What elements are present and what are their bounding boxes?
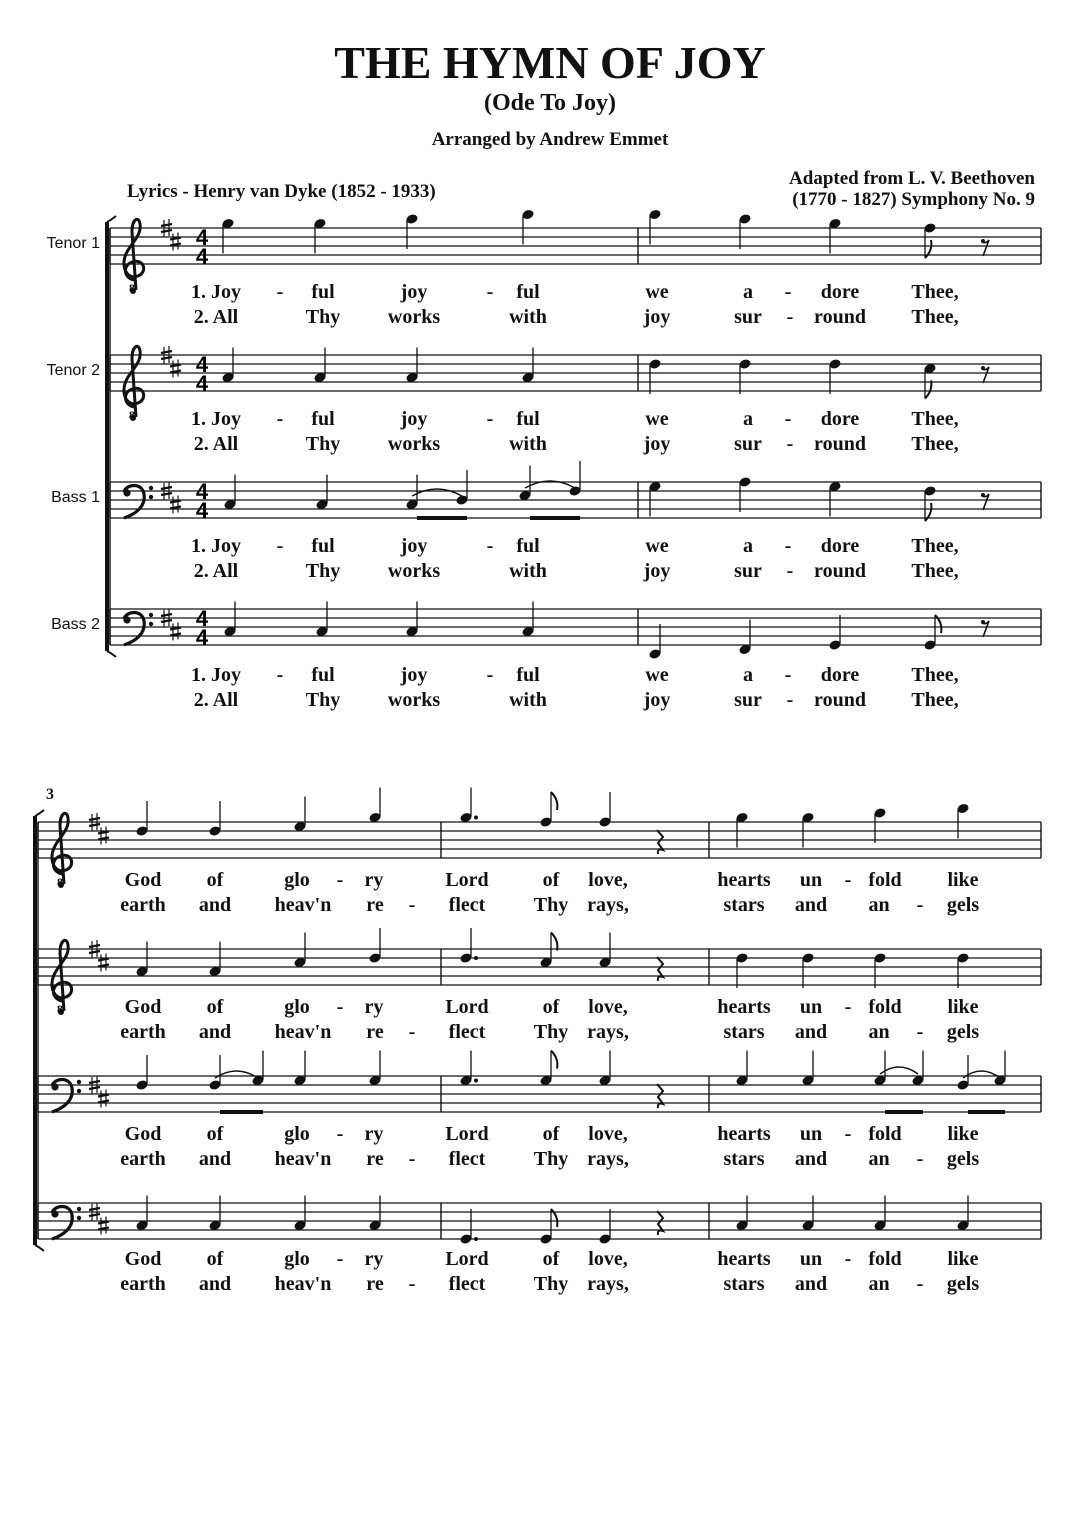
note-flag (551, 933, 557, 951)
lyric-syllable: - (844, 869, 852, 891)
lyric-syllable: re (366, 894, 384, 916)
lyric-syllable: works (387, 433, 441, 455)
lyric-syllable: - (844, 996, 852, 1018)
quarter-rest-icon (657, 1084, 663, 1108)
lyric-syllable: fold (868, 1123, 902, 1145)
lyric-syllable: ful (311, 535, 335, 557)
arranger-credit: Arranged by Andrew Emmet (431, 129, 669, 150)
lyric-syllable: fold (868, 869, 902, 891)
lyric-syllable: - (276, 535, 284, 557)
lyric-syllable: - (408, 894, 416, 916)
lyric-syllable: gels (946, 1021, 980, 1043)
sharp-icon (89, 951, 100, 953)
sharp-icon (161, 351, 172, 353)
bass-clef-icon (123, 489, 130, 496)
lyric-syllable: - (786, 433, 794, 455)
sharp-icon (98, 832, 109, 834)
lyric-syllable: of (206, 1123, 224, 1145)
lyric-syllable: we (645, 408, 669, 430)
quarter-rest-icon (657, 1211, 663, 1235)
lyric-syllable: sur (734, 560, 762, 582)
eighth-rest-icon (981, 239, 985, 243)
lyric-syllable: a (743, 408, 753, 430)
lyric-syllable: rays, (587, 1021, 629, 1043)
lyric-syllable: heav'n (274, 1148, 332, 1170)
lyric-syllable: Thy (305, 560, 341, 582)
lyric-syllable: earth (120, 1021, 166, 1043)
lyric-syllable: Thy (533, 1021, 569, 1043)
lyric-syllable: earth (120, 1148, 166, 1170)
lyric-syllable: Thy (305, 433, 341, 455)
lyric-syllable: of (206, 1248, 224, 1270)
sharp-icon (170, 501, 181, 503)
eighth-rest-icon (981, 366, 985, 370)
bass-clef-icon (51, 1210, 58, 1217)
lyric-syllable: joy (400, 664, 428, 686)
lyric-syllable: hearts (717, 1123, 771, 1145)
lyric-syllable: like (947, 1123, 979, 1145)
lyric-syllable: dore (820, 408, 860, 430)
lyric-syllable: like (947, 996, 979, 1018)
sharp-icon (170, 628, 181, 630)
slur (880, 1067, 918, 1074)
bass-clef-icon (77, 1089, 81, 1093)
lyric-syllable: - (276, 408, 284, 430)
lyric-syllable: - (784, 664, 792, 686)
lyric-syllable: stars (723, 894, 765, 916)
sharp-icon (89, 945, 100, 947)
part-label-tenor1: Tenor 1 (46, 235, 100, 252)
lyric-syllable: round (814, 433, 866, 455)
lyric-syllable: Thee, (911, 433, 959, 455)
lyric-syllable: like (947, 1248, 979, 1270)
part-label-bass2: Bass 2 (51, 616, 100, 633)
lyric-syllable: like (947, 869, 979, 891)
lyric-syllable: of (542, 1248, 560, 1270)
lyric-syllable: Thee, (911, 408, 959, 430)
lyric-syllable: - (786, 306, 794, 328)
lyric-syllable: flect (448, 1148, 486, 1170)
lyric-syllable: - (408, 1273, 416, 1295)
lyric-syllable: love, (588, 1123, 628, 1145)
sharp-icon (170, 507, 181, 509)
lyric-syllable: love, (588, 869, 628, 891)
bass-clef-icon (149, 495, 153, 499)
time-signature-icon: 4 (195, 244, 209, 269)
lyric-syllable: round (814, 560, 866, 582)
lyric-syllable: of (206, 869, 224, 891)
composer-credit: Adapted from L. V. Beethoven (789, 168, 1035, 189)
lyric-syllable: gels (946, 894, 980, 916)
lyric-syllable: 2. All (193, 306, 239, 328)
sharp-icon (98, 1228, 109, 1230)
lyric-syllable: - (916, 1273, 924, 1295)
lyric-syllable: glo (284, 869, 310, 891)
lyric-syllable: flect (448, 894, 486, 916)
sharp-icon (89, 824, 100, 826)
lyric-syllable: ry (364, 1248, 384, 1270)
lyric-syllable: stars (723, 1273, 765, 1295)
note-flag (551, 792, 557, 810)
lyric-syllable: - (784, 535, 792, 557)
lyric-syllable: and (198, 1148, 232, 1170)
lyric-syllable: Thy (533, 1273, 569, 1295)
sharp-icon (98, 1222, 109, 1224)
sharp-icon (170, 371, 181, 373)
lyric-syllable: heav'n (274, 894, 332, 916)
lyric-syllable: we (645, 281, 669, 303)
lyric-syllable: joy (400, 535, 428, 557)
time-signature-icon: 4 (195, 371, 209, 396)
lyric-syllable: an (868, 1273, 890, 1295)
lyric-syllable: hearts (717, 996, 771, 1018)
lyric-syllable: glo (284, 1123, 310, 1145)
lyric-syllable: stars (723, 1148, 765, 1170)
lyric-syllable: - (916, 1021, 924, 1043)
lyric-syllable: of (206, 996, 224, 1018)
lyric-syllable: a (743, 281, 753, 303)
time-signature-icon: 4 (195, 606, 209, 631)
lyric-syllable: Lord (445, 996, 489, 1018)
time-signature-icon: 4 (195, 498, 209, 523)
lyric-syllable: of (542, 869, 560, 891)
lyric-syllable: - (486, 535, 494, 557)
lyric-syllable: - (486, 281, 494, 303)
bass-clef-icon (77, 1207, 81, 1211)
system-bracket (107, 216, 116, 222)
lyric-syllable: - (784, 281, 792, 303)
lyric-syllable: - (844, 1123, 852, 1145)
lyric-syllable: Thy (533, 1148, 569, 1170)
lyric-syllable: 1. Joy (191, 408, 241, 430)
eighth-rest-icon (981, 493, 985, 497)
lyric-syllable: we (645, 535, 669, 557)
lyric-syllable: Thy (305, 306, 341, 328)
sharp-icon (89, 1208, 100, 1210)
sharp-icon (170, 634, 181, 636)
part-label-bass1: Bass 1 (51, 489, 100, 506)
lyric-syllable: - (276, 664, 284, 686)
lyric-syllable: joy (400, 281, 428, 303)
sharp-icon (89, 1087, 100, 1089)
lyric-syllable: joy (643, 689, 671, 711)
sharp-icon (161, 493, 172, 495)
lyric-syllable: we (645, 664, 669, 686)
lyric-syllable: with (509, 306, 547, 328)
sharp-icon (98, 959, 109, 961)
sharp-icon (161, 230, 172, 232)
lyric-syllable: ful (516, 408, 540, 430)
lyric-syllable: joy (643, 560, 671, 582)
lyric-syllable: re (366, 1273, 384, 1295)
sharp-icon (170, 244, 181, 246)
lyric-syllable: 1. Joy (191, 535, 241, 557)
lyric-syllable: an (868, 894, 890, 916)
lyric-syllable: an (868, 1021, 890, 1043)
lyric-syllable: a (743, 664, 753, 686)
lyric-syllable: and (794, 1148, 828, 1170)
lyric-syllable: ry (364, 996, 384, 1018)
composer-dates: (1770 - 1827) Symphony No. 9 (792, 189, 1035, 210)
lyric-syllable: un (799, 869, 823, 891)
lyric-syllable: ful (311, 281, 335, 303)
lyric-syllable: ful (516, 535, 540, 557)
lyric-syllable: works (387, 689, 441, 711)
lyric-syllable: flect (448, 1273, 486, 1295)
sharp-icon (98, 838, 109, 840)
lyric-syllable: - (276, 281, 284, 303)
lyric-syllable: God (124, 1123, 162, 1145)
bass-clef-icon (77, 1216, 81, 1220)
lyric-syllable: and (198, 894, 232, 916)
lyric-syllable: - (486, 664, 494, 686)
lyric-syllable: earth (120, 1273, 166, 1295)
lyric-syllable: Thee, (911, 560, 959, 582)
lyric-syllable: stars (723, 1021, 765, 1043)
lyric-syllable: re (366, 1021, 384, 1043)
sharp-icon (170, 238, 181, 240)
lyric-syllable: - (916, 1148, 924, 1170)
lyric-syllable: heav'n (274, 1021, 332, 1043)
lyric-syllable: dore (820, 664, 860, 686)
sharp-icon (161, 224, 172, 226)
lyric-syllable: joy (643, 306, 671, 328)
sharp-icon (98, 1095, 109, 1097)
lyric-syllable: un (799, 1123, 823, 1145)
lyric-syllable: rays, (587, 894, 629, 916)
lyric-syllable: Lord (445, 1248, 489, 1270)
sharp-icon (98, 1101, 109, 1103)
lyric-syllable: 1. Joy (191, 664, 241, 686)
lyric-syllable: - (786, 560, 794, 582)
time-signature-icon: 4 (195, 625, 209, 650)
system-bracket (35, 810, 44, 816)
sharp-icon (161, 487, 172, 489)
lyric-syllable: an (868, 1148, 890, 1170)
system-bracket (35, 1245, 44, 1251)
lyric-syllable: - (486, 408, 494, 430)
lyric-syllable: 2. All (193, 560, 239, 582)
lyric-syllable: ry (364, 1123, 384, 1145)
lyric-syllable: with (509, 433, 547, 455)
lyric-syllable: fold (868, 996, 902, 1018)
part-label-tenor2: Tenor 2 (46, 362, 100, 379)
lyric-syllable: Thee, (911, 306, 959, 328)
bass-clef-icon (51, 1083, 58, 1090)
bass-clef-icon (149, 613, 153, 617)
lyric-syllable: - (786, 689, 794, 711)
lyric-syllable: re (366, 1148, 384, 1170)
lyric-syllable: - (336, 869, 344, 891)
lyric-syllable: Lord (445, 869, 489, 891)
lyric-syllable: ful (516, 664, 540, 686)
lyric-syllable: glo (284, 1248, 310, 1270)
octave-eight-icon: 8 (129, 281, 135, 295)
lyricist-credit: Lyrics - Henry van Dyke (1852 - 1933) (127, 181, 436, 202)
lyric-syllable: and (198, 1021, 232, 1043)
lyric-syllable: un (799, 996, 823, 1018)
note-flag (551, 1051, 557, 1069)
slur (215, 1071, 258, 1078)
lyric-syllable: ful (516, 281, 540, 303)
lyric-syllable: of (542, 1123, 560, 1145)
lyric-syllable: with (509, 560, 547, 582)
sharp-icon (170, 365, 181, 367)
lyric-syllable: ry (364, 869, 384, 891)
note-flag (925, 381, 931, 399)
lyric-syllable: and (794, 894, 828, 916)
lyric-syllable: round (814, 306, 866, 328)
lyric-syllable: - (784, 408, 792, 430)
lyric-syllable: rays, (587, 1273, 629, 1295)
lyric-syllable: works (387, 560, 441, 582)
system-bracket (107, 651, 116, 657)
lyric-syllable: ful (311, 664, 335, 686)
eighth-rest-icon (981, 620, 985, 624)
bass-clef-icon (149, 486, 153, 490)
page-title: THE HYMN OF JOY (334, 37, 766, 88)
lyric-syllable: - (336, 1123, 344, 1145)
sharp-icon (161, 620, 172, 622)
lyric-syllable: rays, (587, 1148, 629, 1170)
lyric-syllable: Thee, (911, 281, 959, 303)
lyric-syllable: hearts (717, 869, 771, 891)
lyric-syllable: Thy (533, 894, 569, 916)
lyric-syllable: - (916, 894, 924, 916)
lyric-syllable: and (794, 1021, 828, 1043)
lyric-syllable: sur (734, 306, 762, 328)
lyric-syllable: sur (734, 689, 762, 711)
lyric-syllable: heav'n (274, 1273, 332, 1295)
lyric-syllable: fold (868, 1248, 902, 1270)
time-signature-icon: 4 (195, 479, 209, 504)
sharp-icon (98, 965, 109, 967)
lyric-syllable: Thee, (911, 664, 959, 686)
lyric-syllable: ful (311, 408, 335, 430)
bass-clef-icon (123, 616, 130, 623)
lyric-syllable: glo (284, 996, 310, 1018)
lyric-syllable: with (509, 689, 547, 711)
lyric-syllable: joy (643, 433, 671, 455)
augmentation-dot (474, 1079, 478, 1083)
lyric-syllable: dore (820, 535, 860, 557)
lyric-syllable: - (408, 1021, 416, 1043)
lyric-syllable: - (408, 1148, 416, 1170)
lyric-syllable: dore (820, 281, 860, 303)
quarter-rest-icon (657, 957, 663, 981)
lyric-syllable: un (799, 1248, 823, 1270)
lyric-syllable: God (124, 1248, 162, 1270)
lyric-syllable: Thee, (911, 689, 959, 711)
octave-eight-icon: 8 (129, 408, 135, 422)
quarter-rest-icon (657, 830, 663, 854)
time-signature-icon: 4 (195, 352, 209, 377)
time-signature-icon: 4 (195, 225, 209, 250)
lyric-syllable: hearts (717, 1248, 771, 1270)
sharp-icon (161, 357, 172, 359)
lyric-syllable: round (814, 689, 866, 711)
lyric-syllable: flect (448, 1021, 486, 1043)
lyric-syllable: Thy (305, 689, 341, 711)
lyric-syllable: gels (946, 1273, 980, 1295)
lyric-syllable: gels (946, 1148, 980, 1170)
lyric-syllable: - (336, 1248, 344, 1270)
octave-eight-icon: 8 (57, 1002, 63, 1016)
lyric-syllable: love, (588, 1248, 628, 1270)
lyric-syllable: God (124, 996, 162, 1018)
sharp-icon (89, 1214, 100, 1216)
augmentation-dot (474, 956, 478, 960)
sharp-icon (89, 818, 100, 820)
measure-number: 3 (46, 786, 54, 803)
lyric-syllable: 2. All (193, 689, 239, 711)
subtitle: (Ode To Joy) (483, 90, 617, 116)
lyric-syllable: and (198, 1273, 232, 1295)
lyric-syllable: a (743, 535, 753, 557)
sharp-icon (89, 1081, 100, 1083)
lyric-syllable: joy (400, 408, 428, 430)
lyric-syllable: 1. Joy (191, 281, 241, 303)
lyric-syllable: Lord (445, 1123, 489, 1145)
lyric-syllable: - (336, 996, 344, 1018)
lyric-syllable: God (124, 869, 162, 891)
augmentation-dot (474, 816, 478, 820)
bass-clef-icon (149, 622, 153, 626)
lyric-syllable: works (387, 306, 441, 328)
lyric-syllable: love, (588, 996, 628, 1018)
lyric-syllable: Thee, (911, 535, 959, 557)
lyric-syllable: 2. All (193, 433, 239, 455)
slur (412, 489, 462, 496)
bass-clef-icon (77, 1080, 81, 1084)
augmentation-dot (474, 1237, 478, 1241)
lyric-syllable: - (844, 1248, 852, 1270)
octave-eight-icon: 8 (57, 875, 63, 889)
lyric-syllable: and (794, 1273, 828, 1295)
lyric-syllable: of (542, 996, 560, 1018)
lyric-syllable: sur (734, 433, 762, 455)
sharp-icon (161, 614, 172, 616)
lyric-syllable: earth (120, 894, 166, 916)
